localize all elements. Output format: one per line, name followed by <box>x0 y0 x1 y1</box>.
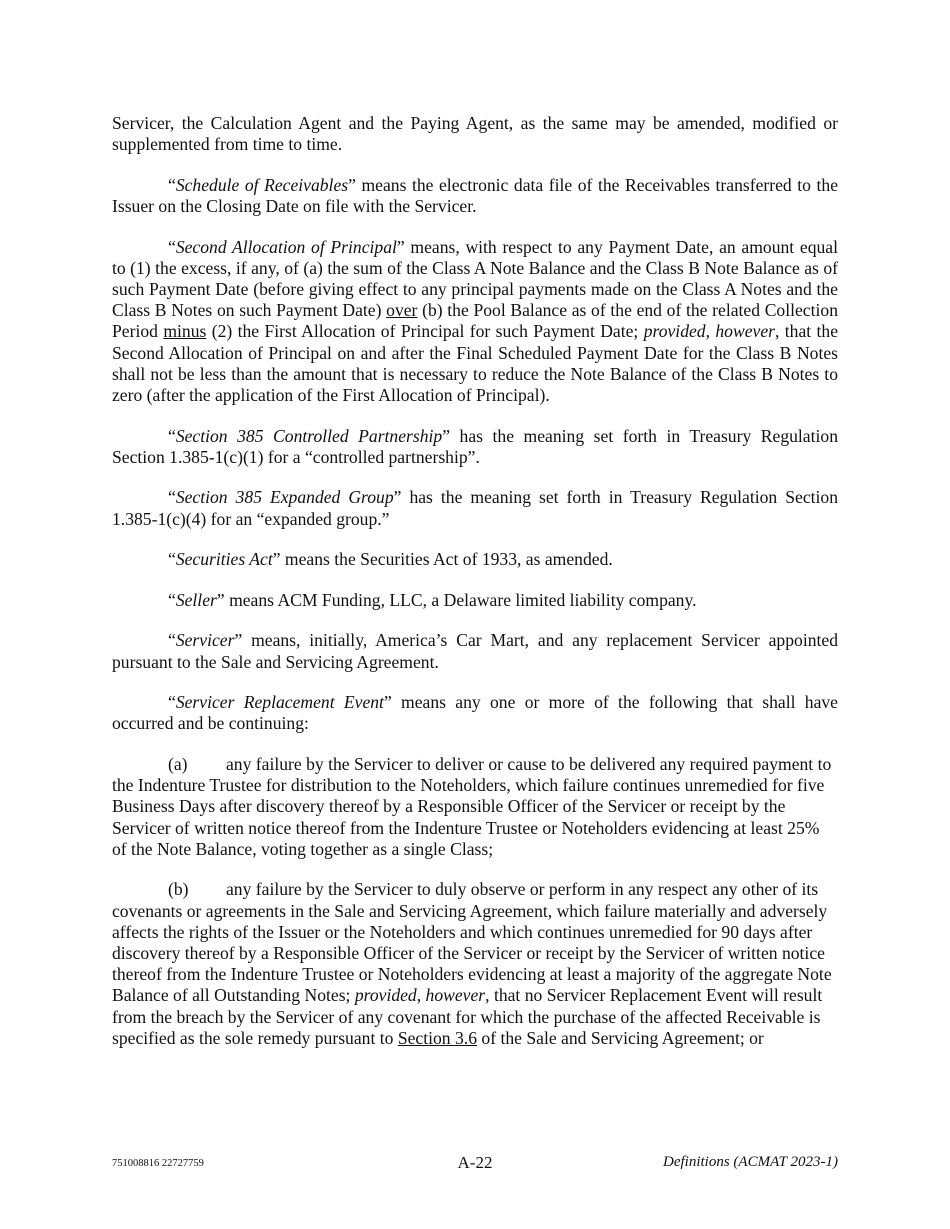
definition-text: ” has the meaning set forth in Treasury Regulation Section 1.385-1(c)(4) for an “expanded group.” <box>112 487 838 529</box>
comma: , <box>416 985 426 1006</box>
list-item-a <box>112 754 838 860</box>
item-text: any failure by the Servicer to duly observe or perform in any respect any other of its covenants or agreements in the Sale and Servicing Agreement, which failure materially and adversely affects the rights of the Issuer or the Noteholders and which continues unremedied for 90 days after discovery thereof by a Responsible Officer of the Servicer or receipt by the Servicer of written notice thereof from the Indenture Trustee or Noteholders evidencing at least a majority of the aggregate Note Balance of all Outstanding Notes; <box>112 879 832 1006</box>
definition-text: ” means the Securities Act of 1933, as amended. <box>272 549 613 570</box>
document-id: 751008816 22727759 <box>112 1158 204 1169</box>
definition-text: ” means ACM Funding, LLC, a Delaware limited liability company. <box>216 589 697 610</box>
item-text: any failure by the Servicer to deliver or cause to be delivered any required payment to the Indenture Trustee for distribution to the Noteholders, which failure continues unremedied for five Business Days after discovery thereof by a Responsible Officer of the Servicer or receipt by the Servicer of written notice thereof from the Indenture Trustee or Noteholders evidencing at least 25% of the Note Balance, voting together as a single Class; <box>112 753 832 859</box>
italic-provided: provided <box>354 985 417 1006</box>
item-label: (a) <box>168 753 188 774</box>
definition-text: ” means any one or more of the following that shall have occurred and be continuing: <box>112 692 838 734</box>
item-text: of the Sale and Servicing Agreement; or <box>477 1027 764 1048</box>
section-reference: Section 3.6 <box>397 1027 477 1048</box>
underlined-word-minus: minus <box>163 321 207 342</box>
definition-servicer-replacement-event: “Servicer Replacement Event” means any one or more of the following that shall have occurred and be continuing: <box>112 692 838 734</box>
item-text: , that no Servicer Replacement Event will result from the breach by the Servicer of any covenant for which the purchase of the affected Receivable is specified as the sole remedy pursuant to <box>112 985 823 1048</box>
defined-term: Section 385 Controlled Partnership <box>175 425 443 446</box>
item-label: (b) <box>168 879 189 900</box>
list-item-b <box>112 879 838 1049</box>
definition-text: ” means, with respect to any Payment Date, an amount equal to (1) the excess, if any, of (a) the sum of the Class A Note Balance and the Class B Note Balance as of such Payment Date (before giving effect to any principal payments made on the Class A Notes and the Class B Notes on such Payment Date) <box>112 236 838 321</box>
italic-however: however <box>715 321 775 342</box>
page-footer <box>112 1153 838 1177</box>
paragraph-text: Servicer, the Calculation Agent and the Paying Agent, as the same may be amended, modified or supplemented from time to time. <box>112 113 838 155</box>
definition-text: , that the Second Allocation of Principal on and after the Final Scheduled Payment Date for the Class B Notes shall not be less than the amount that is necessary to reduce the Note Balance of the Class B Notes to zero (after the application of the First Allocation of Principal). <box>112 321 839 406</box>
definition-securities-act: “Securities Act” means the Securities Act of 1933, as amended. <box>168 549 613 570</box>
paragraph-continuation <box>112 113 838 155</box>
page-number: A-22 <box>457 1153 493 1172</box>
defined-term: Servicer Replacement Event <box>175 692 384 713</box>
italic-however: however <box>425 985 486 1006</box>
underlined-word-over: over <box>386 300 418 321</box>
italic-provided: provided <box>643 321 706 342</box>
definition-text: ” means, initially, America’s Car Mart, and any replacement Servicer appointed pursuant to the Sale and Servicing Agreement. <box>112 630 838 672</box>
definition-section-385-expanded-group: “Section 385 Expanded Group” has the meaning set forth in Treasury Regulation Section 1.385-1(c)(4) for an “expanded group.” <box>112 487 838 529</box>
footer-title: Definitions (ACMAT 2023-1) <box>663 1154 838 1170</box>
definition-text: ” has the meaning set forth in Treasury Regulation Section 1.385-1(c)(1) for a “controlled partnership”. <box>112 425 838 467</box>
definition-text: (b) the Pool Balance as of the end of the related Collection Period <box>112 300 838 342</box>
definition-seller: “Seller” means ACM Funding, LLC, a Delaware limited liability company. <box>168 589 697 610</box>
definition-servicer: “Servicer” means, initially, America’s Car Mart, and any replacement Servicer appointed pursuant to the Sale and Servicing Agreement. <box>112 630 838 672</box>
definition-section-385-controlled-partnership: “Section 385 Controlled Partnership” has the meaning set forth in Treasury Regulation Section 1.385-1(c)(1) for a “controlled partnership”. <box>112 425 838 467</box>
definition-schedule-of-receivables: “Schedule of Receivables” means the electronic data file of the Receivables transferred to the Issuer on the Closing Date on file with the Servicer. <box>112 174 838 216</box>
comma: , <box>705 321 716 342</box>
defined-term: Schedule of Receivables <box>175 174 349 195</box>
defined-term: Securities Act <box>175 549 273 570</box>
definition-second-allocation-of-principal: “Second Allocation of Principal” means, with respect to any Payment Date, an amount equal to (1) the excess, if any, of (a) the sum of the Class A Note Balance and the Class B Note Balance as of such Payment Date (before giving effect to any principal payments made on the Class A Notes and the Class B Notes on such Payment Date) over (b) the Pool Balance as of the end of the related Collection Period minus (2) the First Allocation of Principal for such Payment Date; provided, however, that the Second Allocation of Principal on and after the Final Scheduled Payment Date for the Class B Notes shall not be less than the amount that is necessary to reduce the Note Balance of the Class B Notes to zero (after the application of the First Allocation of Principal). <box>112 236 839 406</box>
defined-term: Servicer <box>175 630 235 651</box>
page-body <box>112 113 838 1068</box>
definition-text: ” means the electronic data file of the Receivables transferred to the Issuer on the Closing Date on file with the Servicer. <box>112 174 838 216</box>
defined-term: Second Allocation of Principal <box>175 236 397 257</box>
definition-text: (2) the First Allocation of Principal for such Payment Date; <box>206 321 644 342</box>
defined-term: Seller <box>175 589 217 610</box>
defined-term: Section 385 Expanded Group <box>175 487 394 508</box>
